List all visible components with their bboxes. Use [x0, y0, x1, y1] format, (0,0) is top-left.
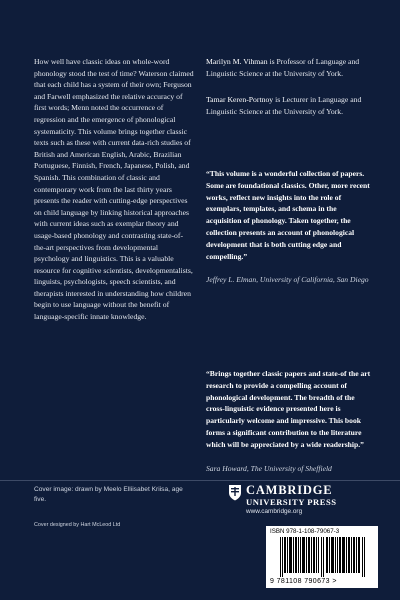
barcode-number: 9 781108 790673 > [270, 578, 337, 585]
university-shield-icon [228, 484, 242, 501]
publisher-url: www.cambridge.org [246, 508, 303, 515]
author-bio-keren-portnoy [206, 94, 366, 117]
author-description: is Lecturer in Language and Linguistic Science at the University of York. [206, 95, 362, 116]
endorsement-text: “Brings together classic papers and state-of the art research to provide a compelling account of phonological development. The breadth of the cross-linguistic evidence presented here is particularly welcome and impressive. This book forms a significant contribution to the literature which will be appreciated by a wide readership.” [206, 369, 371, 449]
author-description: is Professor of Language and Linguistic Science at the University of York. [206, 57, 360, 78]
publisher-logo [246, 483, 374, 515]
endorsement-text: “This volume is a wonderful collection of papers. Some are foundational classics. Other, more recent works, reflect new insights into the role of exemplars, templates, and schema in the acquisition of phonology. Taken together, the collection presents an account of phonological development that is both cutting edge and compelling.” [206, 169, 370, 261]
author-bio-vihman [206, 56, 366, 79]
footer-divider [0, 480, 400, 481]
publisher-name: CAMBRIDGE [246, 483, 333, 497]
isbn-barcode [266, 526, 378, 588]
author-bios [206, 56, 366, 132]
author-name: Marilyn M. Vihman [206, 57, 268, 66]
author-name: Tamar Keren-Portnoy [206, 95, 274, 105]
publisher-subname: UNIVERSITY PRESS [246, 497, 337, 507]
cover-image-credit: Cover image: drawn by Meelo Elliisabet Kriisa, age five. [34, 486, 183, 503]
endorsement-attribution: Jeffrey L. Elman, University of California, San Diego [206, 275, 369, 285]
cover-designer-credit: Cover designed by Hart McLeod Ltd [34, 522, 121, 528]
barcode-icon [280, 537, 366, 577]
endorsement-attribution: Sara Howard, The University of Sheffield [206, 463, 332, 473]
endorsement-howard [206, 368, 371, 474]
book-blurb: How well have classic ideas on whole-word phonology stood the test of time? Waterson claimed that each child has a system of their own; Ferguson and Farwell emphasized the relative accuracy of first words; Menn noted the occurrence of regression and the emergence of phonological systematicity. This volume brings together classic texts such as these with current data-rich studies of British and American English, Arabic, Brazilian Portuguese, Finnish, French, Japanese, Polish, and Spanish. This combination of classic and contemporary work from the last thirty years presents the reader with cutting-edge perspectives on child language by linking historical approaches with current ideas such as exemplar theory and usage-based phonology and contrasting state-of-the-art perspectives from developmental psychology and linguistics. This is a valuable resource for cognitive scientists, developmentalists, linguists, psychologists, speech scientists, and therapists interested in understanding how children begin to use language without the benefit of language-specific innate knowledge. [34, 57, 194, 322]
endorsement-elman [206, 168, 371, 286]
isbn-label: ISBN 978-1-108-79067-3 [270, 528, 340, 535]
